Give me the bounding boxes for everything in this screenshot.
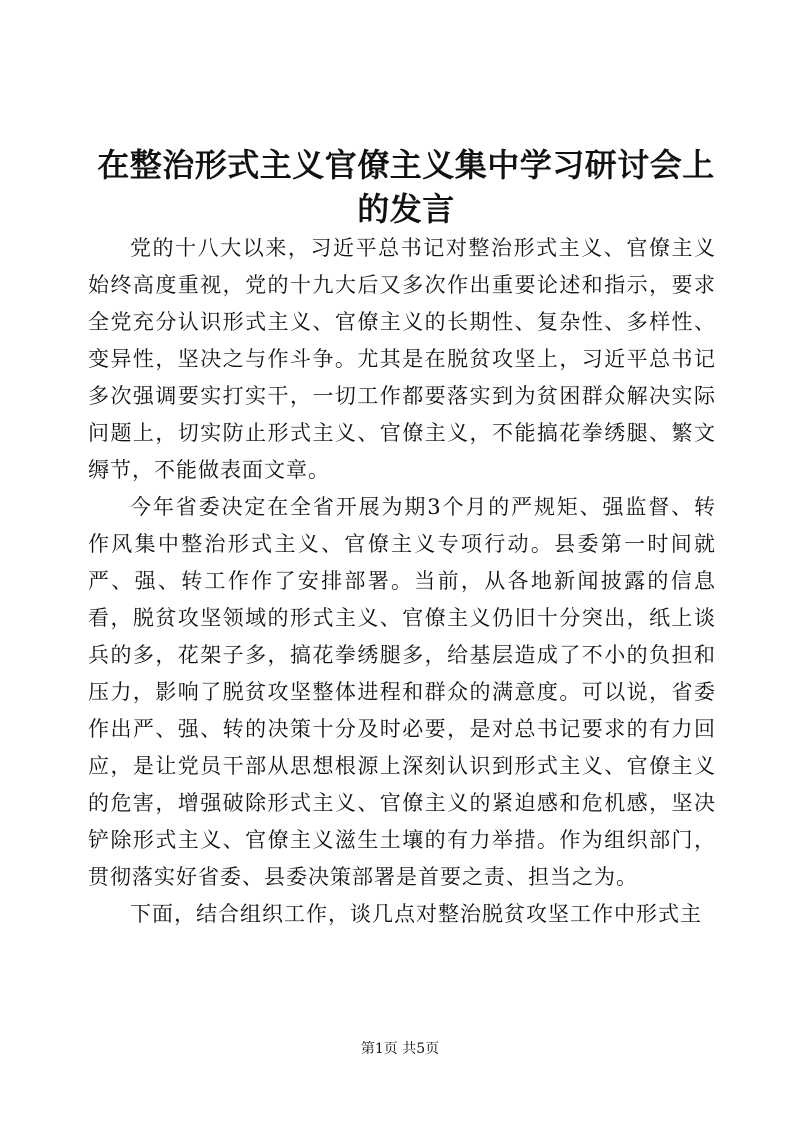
page-footer: 第1页 共5页 (360, 1041, 440, 1057)
body-paragraph-2: 今年省委决定在全省开展为期3个月的严规矩、强监督、转作风集中整治形式主义、官僚主义专项行动。县委第一时间就严、强、转工作作了安排部署。当前，从各地新闻披露的信息看，脱贫攻坚领域的形式主义、官僚主义仍旧十分突出，纸上谈兵的多，花架子多，搞花拳绣腿多，给基层造成了不小的负担和压力，影响了脱贫攻坚整体进程和群众的满意度。可以说，省委作出严、强、转的决策十分及时必要，是对总书记要求的有力回应，是让党员干部从思想根源上深刻认识到形式主义、官僚主义的危害，增强破除形式主义、官僚主义的紧迫感和危机感，坚决铲除形式主义、官僚主义滋生土壤的有力举措。作为组织部门，贯彻落实好省委、县委决策部署是首要之责、担当之为。 (88, 495, 716, 889)
document-title: 在整治形式主义官僚主义集中学习研讨会上的发言 (97, 146, 715, 228)
body-paragraph-3: 下面，结合组织工作，谈几点对整治脱贫攻坚工作中形式主 (130, 902, 702, 926)
document-body (88, 230, 716, 933)
body-paragraph-1: 党的十八大以来，习近平总书记对整治形式主义、官僚主义始终高度重视，党的十九大后又多次作出重要论述和指示，要求全党充分认识形式主义、官僚主义的长期性、复杂性、多样性、变异性，坚决之与作斗争。尤其是在脱贫攻坚上，习近平总书记多次强调要实打实干，一切工作都要落实到为贫困群众解决实际问题上，切实防止形式主义、官僚主义，不能搞花拳绣腿、繁文缛节，不能做表面文章。 (88, 236, 716, 482)
